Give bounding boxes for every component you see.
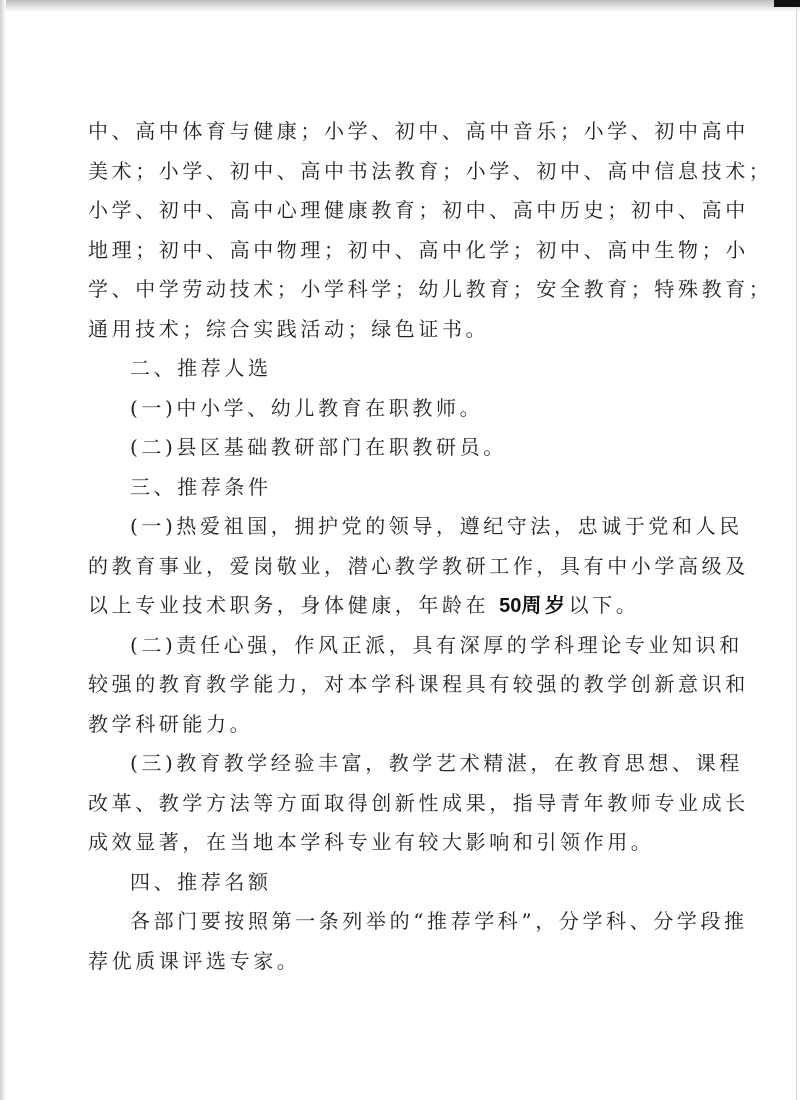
paragraph-candidates-item-1 [88,389,688,429]
text-line: 各部门要按照第一条列举的“推荐学科”，分学科、分学段推 [130,909,748,933]
text-line: 通用技术；综合实践活动；绿色证书。 [88,316,490,341]
scan-left-shadow [0,0,6,1100]
paragraph-subjects-continued [88,112,773,349]
text-line: (二)县区基础教研部门在职教研员。 [130,435,507,459]
section-heading-conditions [88,468,688,508]
section-heading: 三、推荐条件 [130,474,272,499]
text-line: 较强的教育教学能力，对本学科课程具有较强的教学创新意识和 [88,672,749,696]
paragraph-conditions-item-1 [88,507,749,626]
text-line: 荐优质课评选专家。 [88,948,301,973]
text-line: 学、中学劳动技术；小学科学；幼儿教育；安全教育；特殊教育； [88,277,773,301]
text-line: (二)责任心强，作风正派，具有深厚的学科理论专业知识和 [130,632,743,657]
text-line: 的教育事业，爱岗敬业，潜心教学教研工作，具有中小学高级及 [88,553,749,578]
section-heading-quota [88,863,688,903]
text-line: 改革、教学方法等方面取得创新性成果，指导青年教师专业成长 [88,790,749,815]
age-limit-number: 50 [499,595,522,617]
section-heading: 四、推荐名额 [130,869,272,894]
scan-right-edge [796,7,797,1100]
scan-top-shadow [0,0,800,12]
text-span: 以上专业技术职务，身体健康，年龄在 [88,593,490,617]
section-heading: 二、推荐人选 [130,356,272,380]
paragraph-quota-body [88,902,748,981]
text-line: 小学、初中、高中心理健康教育；初中、高中历史；初中、高中 [88,198,749,222]
scan-corner-mark [774,0,800,7]
text-line: (一)中小学、幼儿教育在职教师。 [130,395,484,420]
text-line: 中、高中体育与健康；小学、初中、高中音乐；小学、初中高中 [88,119,749,143]
text-line: (一)热爱祖国，拥护党的领导，遵纪守法，忠诚于党和人民 [130,514,743,538]
text-line: 美术；小学、初中、高中书法教育；小学、初中、高中信息技术； [88,158,773,183]
text-line: 教学科研能力。 [88,711,254,736]
section-heading-candidates [88,349,688,389]
paragraph-conditions-item-2 [88,626,749,745]
paragraph-conditions-item-3 [88,744,749,863]
paragraph-candidates-item-2 [88,428,688,468]
age-limit-unit: 周岁 [521,593,569,617]
text-line: 地理；初中、高中物理；初中、高中化学；初中、高中生物；小 [88,237,749,262]
text-line: (三)教育教学经验丰富，教学艺术精湛，在教育思想、课程 [130,751,743,775]
text-line-age-requirement [88,586,688,626]
text-line: 成效显著，在当地本学科专业有较大影响和引领作用。 [88,830,655,854]
document-page [88,112,773,981]
text-span: 以下。 [568,593,640,617]
